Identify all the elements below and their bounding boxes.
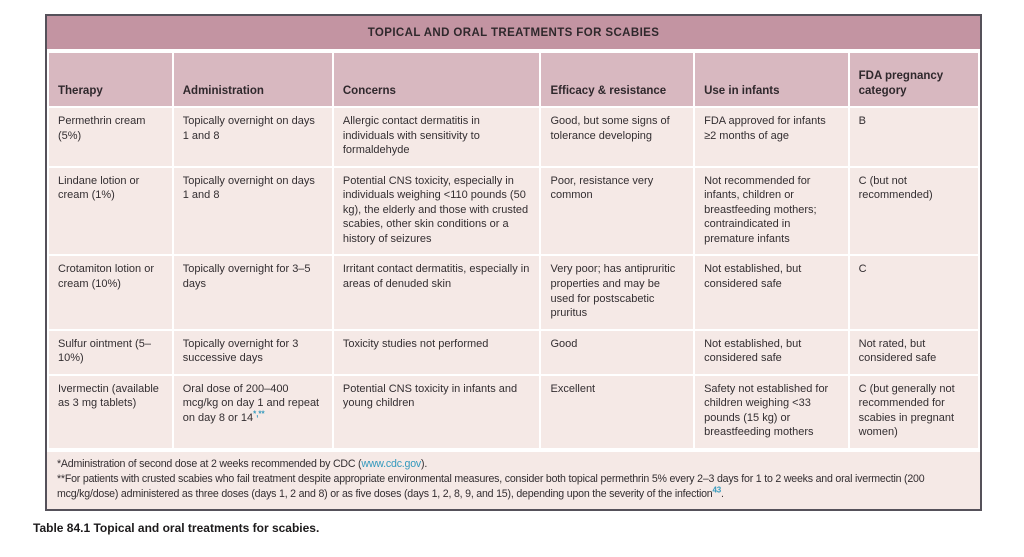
table-cell: C (but not recommended) [849,167,979,256]
table-cell: Irritant contact dermatitis, especially in areas of denuded skin [333,255,541,329]
table-cell: Very poor; has antipruritic properties and may be used for postscabetic pruritus [540,255,694,329]
table-cell: FDA approved for infants ≥2 months of age [694,107,849,167]
table-cell: C [849,255,979,329]
table-cell: Topically overnight for 3 successive days [173,330,333,375]
table-row [48,167,979,256]
caption-label: Table 84.1 [33,521,91,535]
table-cell: Sulfur ointment (5–10%) [48,330,173,375]
table-cell: C (but generally not recommended for scabies in pregnant women) [849,375,979,449]
table-cell: Not recommended for infants, children or breastfeeding mothers; contraindicated in premature infants [694,167,849,256]
table-caption [33,521,319,535]
footnotes-section [47,450,980,509]
table-body [48,107,979,448]
table-row [48,375,979,449]
table-row [48,107,979,167]
table-cell: Permethrin cream (5%) [48,107,173,167]
table-cell: Oral dose of 200–400 mcg/kg on day 1 and repeat on day 8 or 14*,** [173,375,333,449]
table-cell: Not rated, but considered safe [849,330,979,375]
header-row [48,52,979,107]
table-row [48,330,979,375]
table-cell: Lindane lotion or cream (1%) [48,167,173,256]
table-cell: Toxicity studies not performed [333,330,541,375]
table-cell: Allergic contact dermatitis in individuals with sensitivity to formaldehyde [333,107,541,167]
footnote-1: *Administration of second dose at 2 weeks recommended by CDC (www.cdc.gov). [57,457,428,470]
footnote-2: **For patients with crusted scabies who fail treatment despite appropriate environmental measures, consider both topical permethrin 5% every 2–3 days for 1 to 2 weeks and oral ivermectin (200 mcg/kg/dose) administered as three doses (days 1, 2 and 8) or as five doses (days 1, 2, 8, 9, and 15), depending upon the severity of the infection$^{43}$. [57,472,925,500]
column-header-1: Administration [173,52,333,107]
table-cell: Topically overnight for 3–5 days [173,255,333,329]
table-cell: Poor, resistance very common [540,167,694,256]
table-cell: Good, but some signs of tolerance developing [540,107,694,167]
table-cell: Excellent [540,375,694,449]
footnote-marker: *,** [253,408,265,418]
table-row [48,255,979,329]
table-cell: Ivermectin (available as 3 mg tablets) [48,375,173,449]
table-title: TOPICAL AND ORAL TREATMENTS FOR SCABIES [47,16,980,51]
caption-text: Topical and oral treatments for scabies. [90,521,320,535]
table-cell: Topically overnight on days 1 and 8 [173,167,333,256]
treatments-table [47,51,980,450]
table-cell: Good [540,330,694,375]
column-header-4: Use in infants [694,52,849,107]
table-cell: Potential CNS toxicity in infants and young children [333,375,541,449]
scabies-treatments-table [45,14,982,511]
table-cell: B [849,107,979,167]
table-cell: Not established, but considered safe [694,255,849,329]
table-cell: Not established, but considered safe [694,330,849,375]
column-header-5: FDA pregnancy category [849,52,979,107]
column-header-3: Efficacy & resistance [540,52,694,107]
table-cell: Topically overnight on days 1 and 8 [173,107,333,167]
column-header-2: Concerns [333,52,541,107]
table-header [48,52,979,107]
table-cell: Crotamiton lotion or cream (10%) [48,255,173,329]
table-cell: Potential CNS toxicity, especially in individuals weighing <110 pounds (50 kg), the elderly and those with crusted scabies, other skin conditions or a history of seizures [333,167,541,256]
table-cell: Safety not established for children weighing <33 pounds (15 kg) or breastfeeding mothers [694,375,849,449]
cdc-link[interactable]: www.cdc.gov [361,457,422,470]
column-header-0: Therapy [48,52,173,107]
reference-number: 43 [712,485,721,495]
